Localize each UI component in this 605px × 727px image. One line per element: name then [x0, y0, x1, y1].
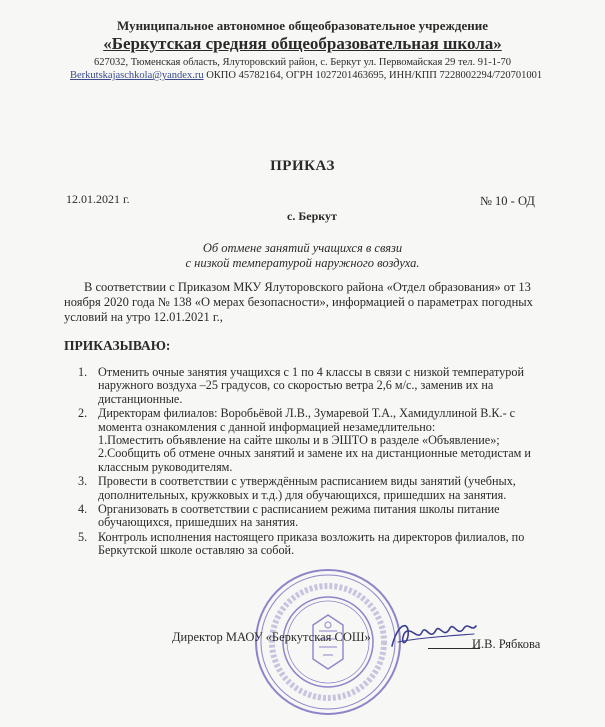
order-item — [78, 475, 568, 502]
requisites: ОКПО 45782164, ОГРН 1027201463695, ИНН/КПП 7228002294/720701001 — [203, 70, 543, 81]
order-line: классным руководителям. — [98, 459, 233, 474]
signature-icon — [388, 616, 478, 656]
order-line: дополнительных, кружковых и т.д.) для обучающихся, пришедших на занятия. — [98, 487, 507, 502]
order-line: Беркутской школе оставляю за собой. — [98, 543, 295, 558]
school-name: «Беркутская средняя общеобразовательная школа» — [103, 34, 502, 53]
order-item — [78, 503, 568, 530]
intro-paragraph — [64, 280, 564, 325]
order-item — [78, 531, 568, 558]
signatory-position: Директор МАОУ «Беркутская СОШ» — [172, 630, 371, 644]
document-subject — [0, 241, 605, 271]
orders-heading: ПРИКАЗЫВАЮ: — [64, 338, 171, 353]
document-date: 12.01.2021 г. — [66, 192, 130, 206]
order-number: 1. — [78, 365, 88, 379]
order-line: Организовать в соответствии с расписанием режима питания школы питание — [98, 502, 500, 517]
orders-list — [78, 366, 568, 559]
order-line: Директорам филиалов: Воробьёвой Л.В., Зумаревой Т.А., Хамидуллиной В.К.- с — [98, 406, 516, 421]
subject-line: Об отмене занятий учащихся в связи — [202, 241, 403, 255]
subject-line: с низкой температурой наружного воздуха. — [185, 256, 420, 270]
order-number: 4. — [78, 502, 88, 517]
document-place: с. Беркут — [287, 209, 337, 223]
document-number: № 10 - ОД — [480, 194, 535, 208]
order-number: 2. — [78, 406, 88, 421]
order-line: 2.Сообщить об отмене очных занятий и замене их на дистанционные методистам и — [98, 446, 531, 461]
intro-line: ноября 2020 года № 138 «О мерах безопасности», информацией о параметрах погодных — [64, 295, 533, 309]
document-title: ПРИКАЗ — [270, 158, 335, 174]
order-number: 5. — [78, 529, 88, 544]
order-item — [78, 407, 568, 474]
intro-line: В соответствии с Приказом МКУ Ялуторовского района «Отдел образования» от 13 — [84, 280, 531, 294]
order-number: 3. — [78, 474, 88, 489]
order-line: Отменить очные занятия учащихся с 1 по 4 классы в связи с низкой температурой — [98, 365, 524, 379]
signatory-name: И.В. Рябкова — [472, 637, 541, 651]
order-line: момента ознакомления с данной информацией незамедлительно: — [98, 419, 436, 434]
order-line: 1.Поместить объявление на сайте школы и в ЭШТО в разделе «Объявление»; — [98, 433, 500, 448]
order-line: наружного воздуха –25 градусов, со скоростью ветра 2,6 м/с., заменив их на — [98, 378, 494, 393]
email-link[interactable]: Berkutskajaschkola@yandex.ru — [70, 70, 204, 81]
order-item — [78, 366, 568, 406]
order-line: обучающихся, пришедших на занятия. — [98, 515, 299, 530]
address-line: 627032, Тюменская область, Ялуторовский район, с. Беркут ул. Первомайская 29 тел. 91-1-70 — [93, 57, 512, 68]
requisites-line — [70, 70, 542, 81]
order-line: Контроль исполнения настоящего приказа возложить на директоров филиалов, по — [98, 529, 525, 544]
intro-line: условий на утро 12.01.2021 г., — [64, 310, 223, 324]
order-line: Провести в соответствии с утверждённым расписанием виды занятий (учебных, — [98, 474, 516, 489]
order-line: дистанционные. — [98, 391, 183, 406]
org-line: Муниципальное автономное общеобразовательное учреждение — [116, 18, 489, 33]
